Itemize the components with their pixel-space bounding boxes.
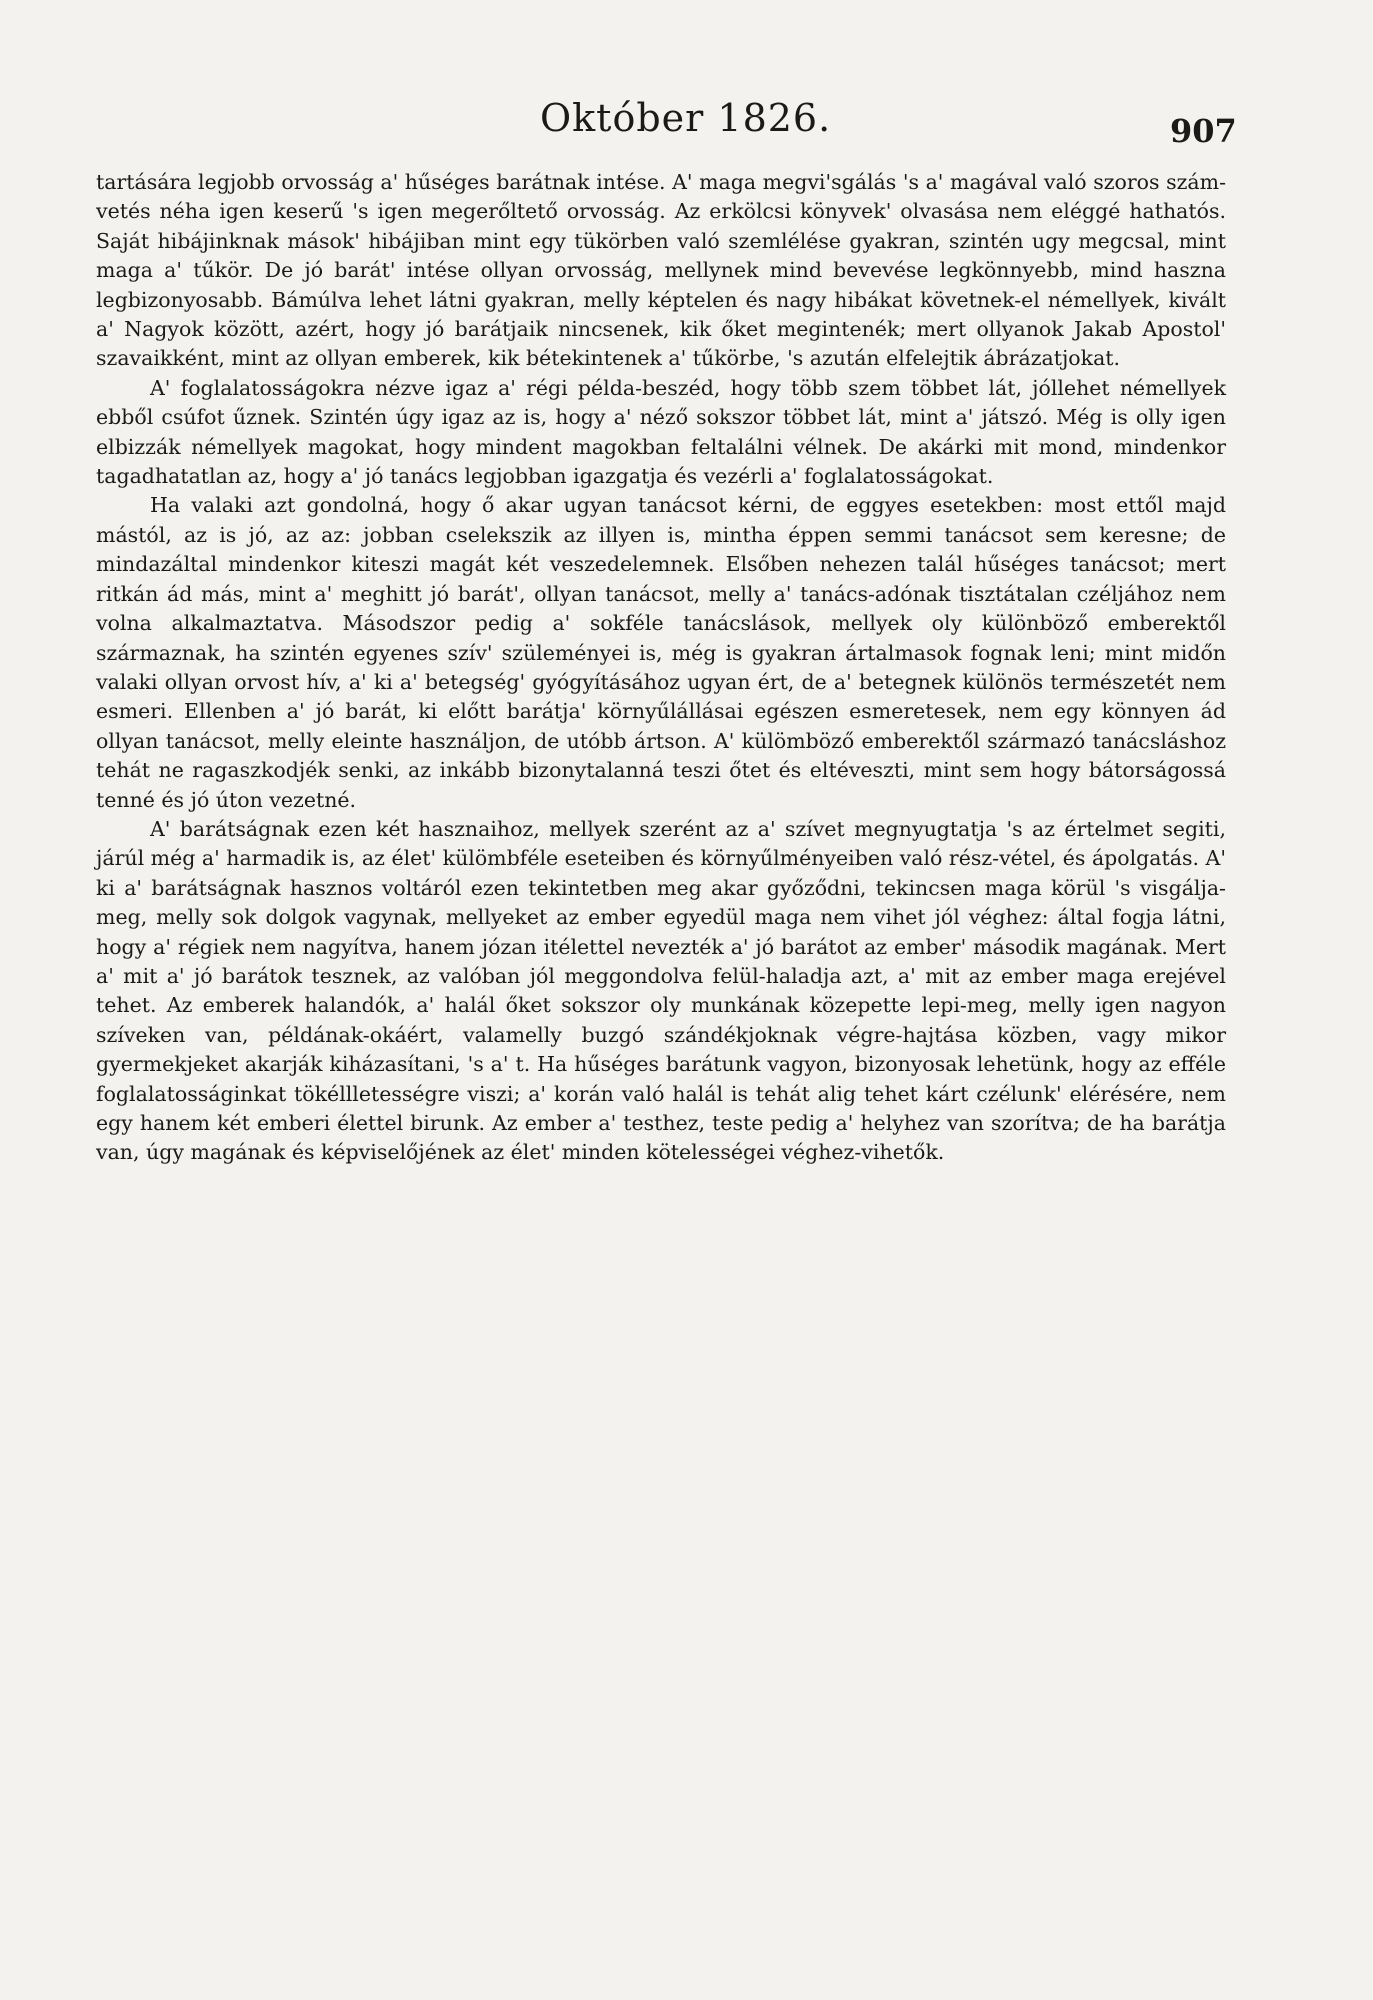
page-number: 907 [1170,112,1237,150]
page-header [0,96,1373,156]
paragraph-3: Ha valaki azt gondolná, hogy ő akar ugyan tanácsot kérni, de eggyes esetekben: most ettől majd mástól, az is jó, az az: jobban cselekszik az illyen is, mintha éppen semmi tanácsot sem keresne; de mindazáltal mindenkor kiteszi magát két veszedelemnek. Elsőben nehezen talál hűséges tanácsot; mert ritkán ád más, mint a' meghitt jó barát', ollyan tanácsot, melly a' tanács-adónak tisztátalan czéljához nem volna alkalmaztatva. Másodszor pedig a' sokféle tanácslások, mellyek oly különböző emberektől származnak, ha szintén egyenes szív' szüleményei is, még is gyakran ártalmasok fognak leni; mint midőn valaki ollyan orvost hív, a' ki a' betegség' gyógyításához ugyan ért, de a' betegnek különös természetét nem esmeri. Ellenben a' jó barát, ki előtt barátja' környűlállásai egészen esmeretesek, nem egy könnyen ád ollyan tanácsot, melly eleinte használjon, de utóbb ártson. A' külömböző emberektől származó tanácsláshoz tehát ne ragaszkodjék senki, az inkább bizonytalanná teszi őtet és eltéveszti, mint sem hogy bátorságossá tenné és jó úton vezetné. [96,493,1226,812]
running-title: Október 1826. [540,96,832,140]
body-text [96,168,1226,1168]
paragraph-4: A' barátságnak ezen két hasznaihoz, mellyek szerént az a' szívet megnyugtatja 's az értelmet segiti, járúl még a' harmadik is, az élet' külömbféle eseteiben és környűlményeiben való rész-vétel, és ápolgatás. A' ki a' barátságnak hasznos voltáról ezen tekintetben meg akar győződni, tekincsen maga körül 's visgálja-meg, melly sok dolgok vagynak, mellyeket az ember egyedül maga nem vihet jól véghez: által fogja látni, hogy a' régiek nem nagyítva, hanem józan itélettel nevezték a' jó barátot az ember' második magának. Mert a' mit a' jó barátok tesznek, az valóban jól meggondolva felül-haladja azt, a' mit az ember maga erejével tehet. Az emberek halandók, a' halál őket sokszor oly munkának közepette lepi-meg, melly igen nagyon szíveken van, példának-okáért, valamelly buzgó szándékjoknak végre-hajtása közben, vagy mikor gyermekjeket akarják kiházasítani, 's a' t. Ha hűséges barátunk vagyon, bizonyosak lehetünk, hogy az efféle foglalatosságinkat tökéllletességre viszi; a' korán való halál is tehát alig tehet kárt czélunk' elérésére, nem egy hanem két emberi élettel birunk. Az ember a' testhez, teste pedig a' helyhez van szorítva; de ha barátja van, úgy magának és képviselőjének az élet' minden kötelességei véghez-vihetők. [96,816,1226,1165]
paragraph-1: tartására legjobb orvosság a' hűséges barátnak intése. A' maga megvi'sgálás 's a' magával való szoros szám-vetés néha igen keserű 's igen megerőltető orvosság. Az erkölcsi könyvek' olvasása nem eléggé hathatós. Saját hibájinknak mások' hibájiban mint egy tükörben való szemlélése gyakran, szintén ugy megcsal, mint maga a' tűkör. De jó barát' intése ollyan orvosság, mellynek mind bevevése legkönnyebb, mind haszna legbizonyosabb. Bámúlva lehet látni gyakran, melly képtelen és nagy hibákat követnek-el némellyek, kivált a' Nagyok között, azért, hogy jó barátjaik nincsenek, kik őket megintenék; mert ollyanok Jakab Apostol' szavaikként, mint az ollyan emberek, kik bétekintenek a' tűkörbe, 's azután elfelejtik ábrázatjokat. [96,170,1226,371]
paragraph-2: A' foglalatosságokra nézve igaz a' régi példa-beszéd, hogy több szem többet lát, jóllehet némellyek ebből csúfot űznek. Szintén úgy igaz az is, hogy a' néző sokszor többet lát, mint a' játszó. Még is olly igen elbizzák némellyek magokat, hogy mindent magokban feltalálni vélnek. De akárki mit mond, mindenkor tagadhatatlan az, hogy a' jó tanács legjobban igazgatja és vezérli a' foglalatosságokat. [96,375,1226,489]
